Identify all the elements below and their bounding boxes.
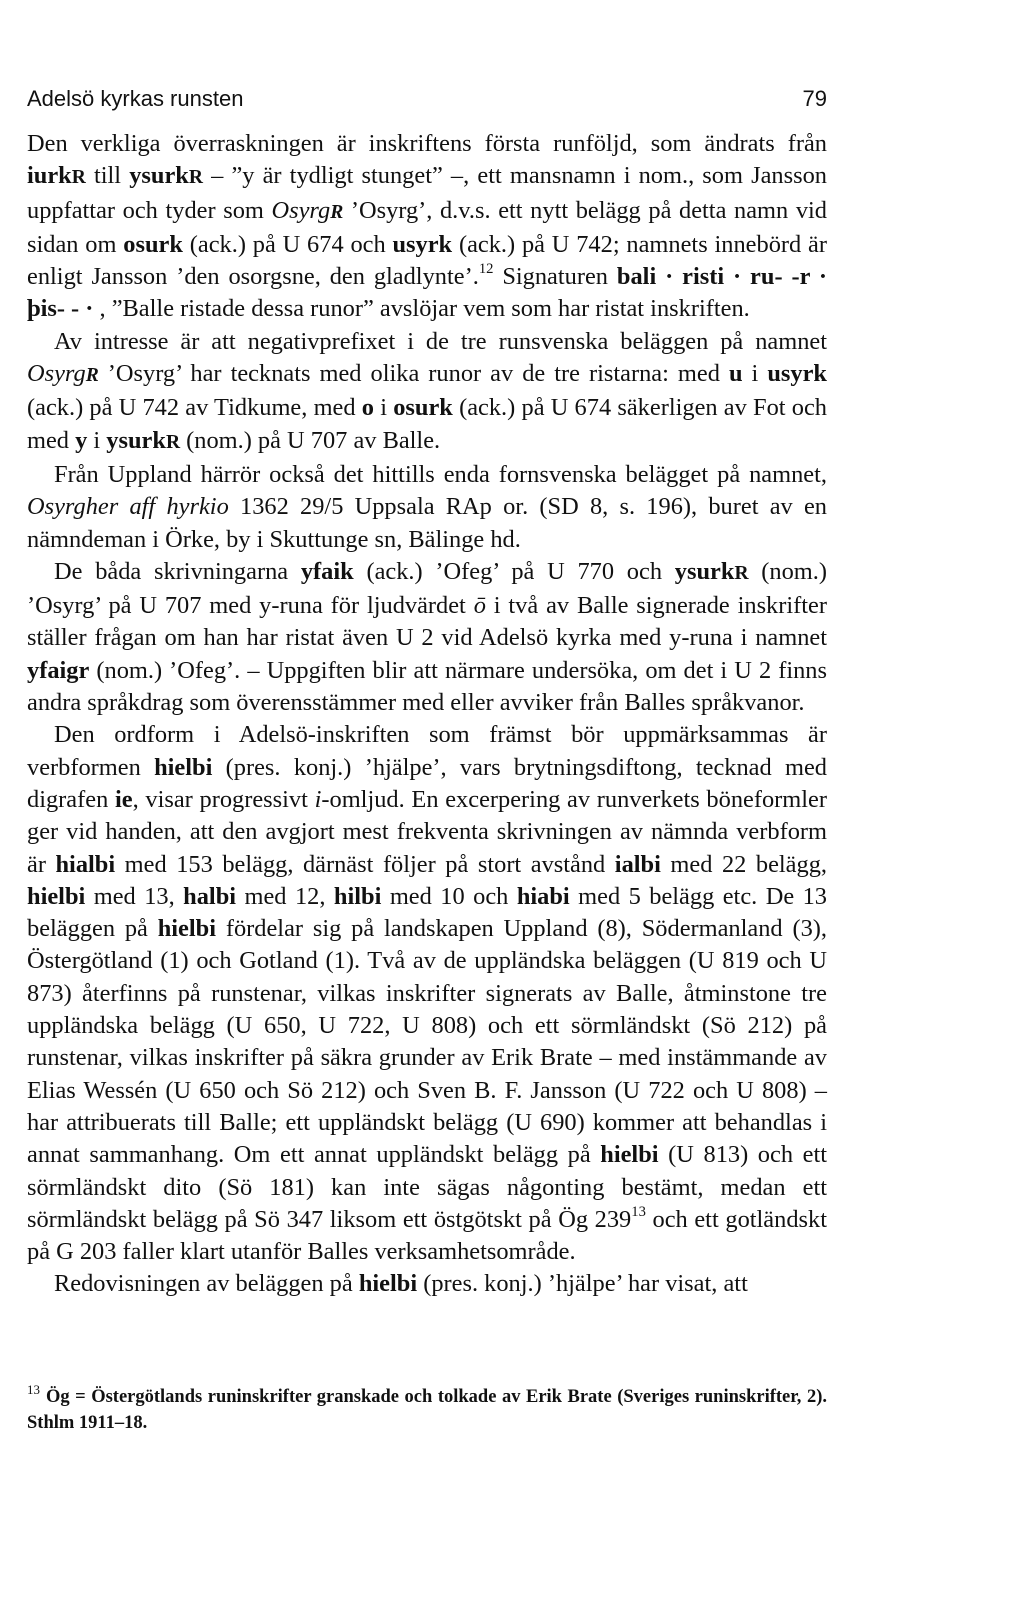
text-run: -omljud. En excerpering av runverkets böneformler ger vid handen, att den avgjort mest frekventa skrivningen av nämnda verbform är xyxy=(27,785,827,878)
running-head xyxy=(27,86,827,114)
text-run: med 22 belägg, xyxy=(660,850,827,878)
footnote-abbrev: Ög = xyxy=(45,1387,92,1407)
running-title: Adelsö kyrkas runsten xyxy=(27,86,244,111)
italic-text: Osyrgher aff hyrkio xyxy=(27,493,229,521)
paragraph xyxy=(27,556,827,719)
text-run: med 13, xyxy=(85,882,184,910)
footnote-reference: 13 xyxy=(631,1203,646,1220)
italic-text: Osyrg xyxy=(27,360,86,388)
body-text xyxy=(27,128,827,1301)
runic-transliteration: R xyxy=(188,167,203,189)
text-run: i xyxy=(742,360,768,388)
text-run: i xyxy=(87,426,107,454)
runic-transliteration: hialbi xyxy=(55,850,116,878)
runic-transliteration: R xyxy=(330,201,344,223)
paragraph xyxy=(27,128,827,326)
runic-transliteration: bali · risti · ru- -r · þis- - · xyxy=(27,263,827,323)
runic-transliteration: ysurk xyxy=(129,162,189,190)
text-run: (ack.) på U 674 säkerligen av Fot och med xyxy=(27,394,828,454)
runic-transliteration: u xyxy=(728,360,743,388)
text-run: Den ordform i Adelsö-inskriften som främst bör uppmärksammas är verbformen xyxy=(27,721,827,781)
text-run: (ack.) på U 742; namnets innebörd är enligt Jansson ’den osorgsne, den gladlynte’. xyxy=(27,230,827,291)
runic-transliteration: hielbi xyxy=(358,1270,418,1298)
italic-text: Osyrg xyxy=(271,196,331,224)
runic-transliteration: hielbi xyxy=(154,753,213,781)
text-run: med 12, xyxy=(236,882,334,910)
footnote xyxy=(27,1384,827,1436)
footnote-number: 13 xyxy=(27,1382,40,1398)
text-run: (ack.) på U 674 och xyxy=(182,230,393,258)
runic-transliteration: hiabi xyxy=(516,882,570,910)
runic-transliteration: o xyxy=(361,394,374,422)
text-run: (nom.) ’Osyrg’ på U 707 med y-runa för ljudvärdet xyxy=(27,557,827,620)
runic-transliteration: osurk xyxy=(123,230,183,258)
text-run: Av intresse är att negativprefixet i de tre runsvenska beläggen på namnet xyxy=(54,327,827,355)
runic-transliteration: hielbi xyxy=(157,915,217,943)
text-run: ’Osyrg’, d.v.s. ett nytt belägg på detta namn vid sidan om xyxy=(27,196,827,258)
runic-transliteration: R xyxy=(734,562,749,584)
runic-transliteration: ysurk xyxy=(106,426,166,454)
paragraph xyxy=(27,719,827,1268)
text-run: och ett gotländskt på G 203 faller klart utanför Balles verksamhetsområde. xyxy=(27,1205,827,1266)
runic-transliteration: hielbi xyxy=(27,882,86,910)
paragraph xyxy=(27,326,827,459)
text-run: , visar progressivt xyxy=(132,785,315,813)
text-run: Redovisningen av beläggen på xyxy=(54,1270,359,1298)
text-run: (nom.) på U 707 av Balle. xyxy=(180,426,441,454)
text-run: (ack.) ’Ofeg’ på U 770 och xyxy=(353,557,675,585)
text-run: (U 813) och ett sörmländskt dito (Sö 181) kan inte sägas någonting bestämt, medan ett sörmländskt belägg på Sö 347 liksom ett östgötskt på Ög 239 xyxy=(27,1141,827,1233)
runic-transliteration: R xyxy=(71,167,86,189)
footnote-text: Östergötlands runinskrifter granskade och tolkade av Erik Brate (Sveriges runinskrifter, 2). Sthlm 1911–18. xyxy=(27,1387,827,1433)
text-run: 1362 29/5 Uppsala RAp or. (SD 8, s. 196), buret av en nämndeman i Örke, by i Skuttunge sn, Bälinge hd. xyxy=(27,493,827,553)
runic-transliteration: halbi xyxy=(183,882,237,910)
text-run: i två av Balle signerade inskrifter ställer frågan om han har ristat även U 2 vid Adelsö kyrka med y-runa i namnet xyxy=(27,592,827,652)
runic-transliteration: yfaigr xyxy=(27,656,90,684)
text-run: (nom.) ’Ofeg’. – Uppgiften blir att närmare undersöka, om det i U 2 finns andra språkdrag som överensstämmer med eller avviker från Balles språkvanor. xyxy=(27,656,827,717)
runic-transliteration: y xyxy=(75,426,88,454)
text-run: Signaturen xyxy=(493,263,617,291)
text-run: , ”Balle ristade dessa runor” avslöjar vem som har ristat inskriften. xyxy=(93,295,750,323)
italic-text: i xyxy=(314,785,322,813)
runic-transliteration: ialbi xyxy=(614,850,661,878)
runic-transliteration: yfaik xyxy=(300,557,354,585)
text-run: Den verkliga överraskningen är inskriftens första runföljd, som ändrats från xyxy=(27,130,827,157)
text-run: Från Uppland härrör också det hittills enda fornsvenska belägget på namnet, xyxy=(54,460,827,488)
runic-transliteration: R xyxy=(85,365,99,387)
paragraph xyxy=(27,1268,827,1300)
text-run: fördelar sig på landskapen Uppland (8), Södermanland (3), Östergötland (1) och Gotland (1). Två av de uppländska beläggen (U 819 och U 873) återfinns på runstenar, vilkas inskrifter signerats av Balle, åtminstone tre uppländska belägg (U 650, U 722, U 808) och ett sörmländskt (Sö 212) på runstenar, vilkas inskrifter på säkra grunder av Erik Brate – med instämmande av Elias Wessén (U 650 och Sö 212) och Sven B. F. Jansson (U 722 och U 808) – har attribuerats till Balle; ett uppländskt belägg (U 690) kommer att behandlas i annat sammanhang. Om ett annat uppländskt belägg på xyxy=(27,915,827,1169)
paragraph xyxy=(27,459,827,556)
runic-transliteration: hilbi xyxy=(333,882,382,910)
text-run: till xyxy=(85,162,130,190)
text-run: med 5 belägg etc. De 13 beläggen på xyxy=(27,882,827,943)
runic-transliteration: R xyxy=(165,431,181,453)
footnote-reference: 12 xyxy=(478,261,494,278)
text-run: – ”y är tydligt stunget” –, ett mansnamn i nom., som Jansson uppfattar och tyder som xyxy=(27,162,827,224)
text-run: (pres. konj.) ’hjälpe’, vars brytningsdiftong, tecknad med digrafen xyxy=(27,753,827,813)
runic-transliteration: ysurk xyxy=(674,557,735,585)
text-run: (pres. konj.) ’hjälpe’ har visat, att xyxy=(417,1270,748,1298)
runic-transliteration: usyrk xyxy=(767,360,827,388)
runic-transliteration: iurk xyxy=(27,162,72,190)
text-run: med 153 belägg, därnäst följer på stort avstånd xyxy=(115,850,615,878)
text-run: med 10 och xyxy=(381,882,517,910)
text-run: ’Osyrg’ har tecknats med olika runor av de tre ristarna: med xyxy=(98,360,729,388)
italic-text: ō xyxy=(473,592,486,620)
page-number: 79 xyxy=(802,86,827,111)
runic-transliteration: osurk xyxy=(393,394,453,422)
text-run: i xyxy=(374,394,394,422)
runic-transliteration: hielbi xyxy=(600,1141,659,1169)
text-run: De båda skrivningarna xyxy=(54,557,301,585)
runic-transliteration: ie xyxy=(114,785,133,813)
text-run: (ack.) på U 742 av Tidkume, med xyxy=(27,394,362,422)
runic-transliteration: usyrk xyxy=(392,230,453,258)
